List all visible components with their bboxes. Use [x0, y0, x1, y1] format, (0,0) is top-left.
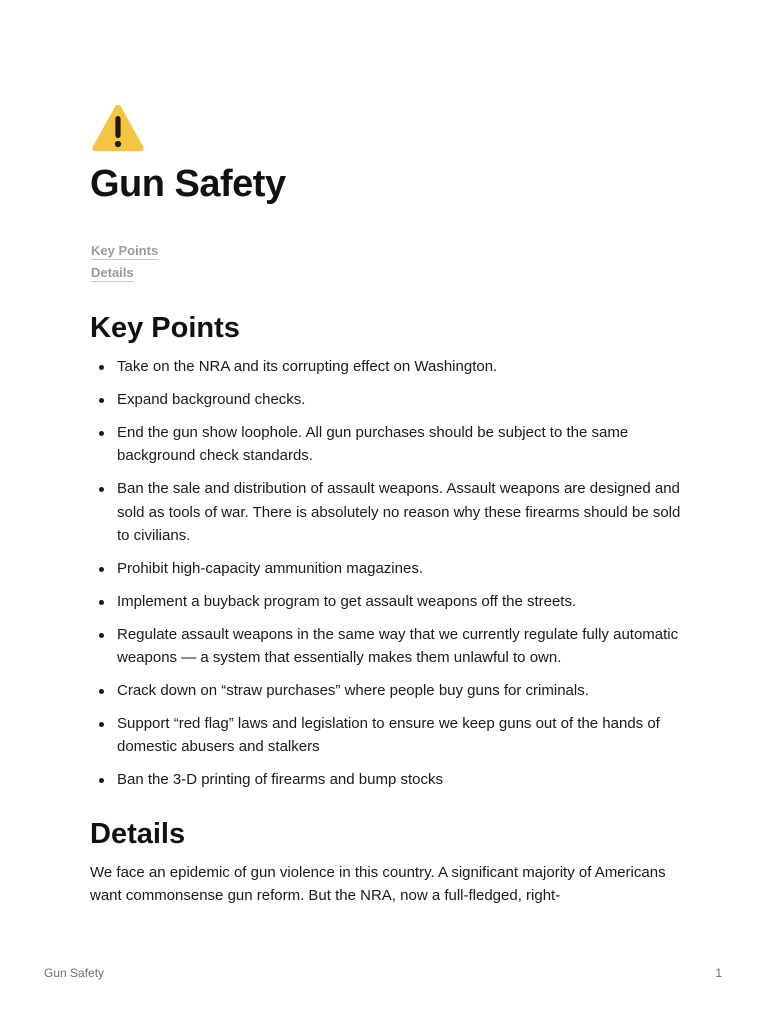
- bullet-icon: [99, 778, 104, 783]
- list-item: [90, 623, 690, 670]
- list-item: [90, 679, 690, 702]
- list-item-text: End the gun show loophole. All gun purchases should be subject to the same background check standards.: [117, 423, 629, 465]
- footer-document-title: Gun Safety: [44, 966, 105, 980]
- list-item-text: Take on the NRA and its corrupting effect on Washington.: [117, 358, 498, 375]
- bullet-icon: [99, 487, 104, 492]
- bullet-icon: [99, 398, 104, 403]
- list-item: [90, 590, 690, 613]
- toc-item-details: [91, 263, 158, 285]
- key-points-list: [90, 355, 690, 801]
- bullet-icon: [99, 567, 104, 572]
- footer-page-number: 1: [715, 966, 722, 980]
- bullet-icon: [99, 722, 104, 727]
- list-item-text: Crack down on “straw purchases” where people buy guns for criminals.: [117, 682, 589, 700]
- list-item: [90, 557, 690, 580]
- list-item-text: Ban the sale and distribution of assault weapons. Assault weapons are designed and sold as tools of war. There is absolutely no reason why these firearms should be sold to civilians.: [117, 480, 681, 544]
- warning-bar-shape: [115, 116, 120, 138]
- bullet-icon: [99, 689, 104, 694]
- bullet-icon: [99, 431, 104, 436]
- list-item-text: Implement a buyback program to get assault weapons off the streets.: [117, 592, 577, 610]
- list-item-text: Prohibit high-capacity ammunition magazines.: [117, 559, 423, 577]
- details-paragraph: We face an epidemic of gun violence in this country. A significant majority of Americans want commonsense gun reform. But the NRA, now a full-fledged, right-: [90, 864, 666, 905]
- list-item: [90, 421, 690, 468]
- bullet-icon: [99, 633, 104, 638]
- details-heading: Details: [90, 818, 186, 850]
- list-item-text: Ban the 3-D printing of firearms and bump stocks: [117, 771, 443, 789]
- table-of-contents: [91, 241, 158, 285]
- warning-icon: [90, 100, 146, 156]
- warning-dot-shape: [115, 141, 121, 147]
- toc-link-key-points[interactable]: Key Points: [91, 243, 159, 258]
- list-item-text: Regulate assault weapons in the same way that we currently regulate fully automatic weapons — a system that essentially makes them unlawful to own.: [117, 625, 679, 667]
- list-item-text: Expand background checks.: [117, 390, 306, 408]
- list-item: [90, 712, 690, 759]
- list-item: [90, 768, 690, 791]
- key-points-heading: Key Points: [90, 312, 240, 344]
- bullet-icon: [99, 600, 104, 605]
- toc-item-key-points: [91, 241, 158, 263]
- toc-link-details[interactable]: Details: [91, 265, 134, 280]
- list-item-text: Support “red flag” laws and legislation to ensure we keep guns out of the hands of domestic abusers and stalkers: [117, 715, 660, 756]
- page-title: Gun Safety: [90, 163, 286, 205]
- list-item: [90, 477, 690, 547]
- bullet-icon: [99, 365, 104, 370]
- list-item: [90, 355, 690, 378]
- list-item: [90, 388, 690, 411]
